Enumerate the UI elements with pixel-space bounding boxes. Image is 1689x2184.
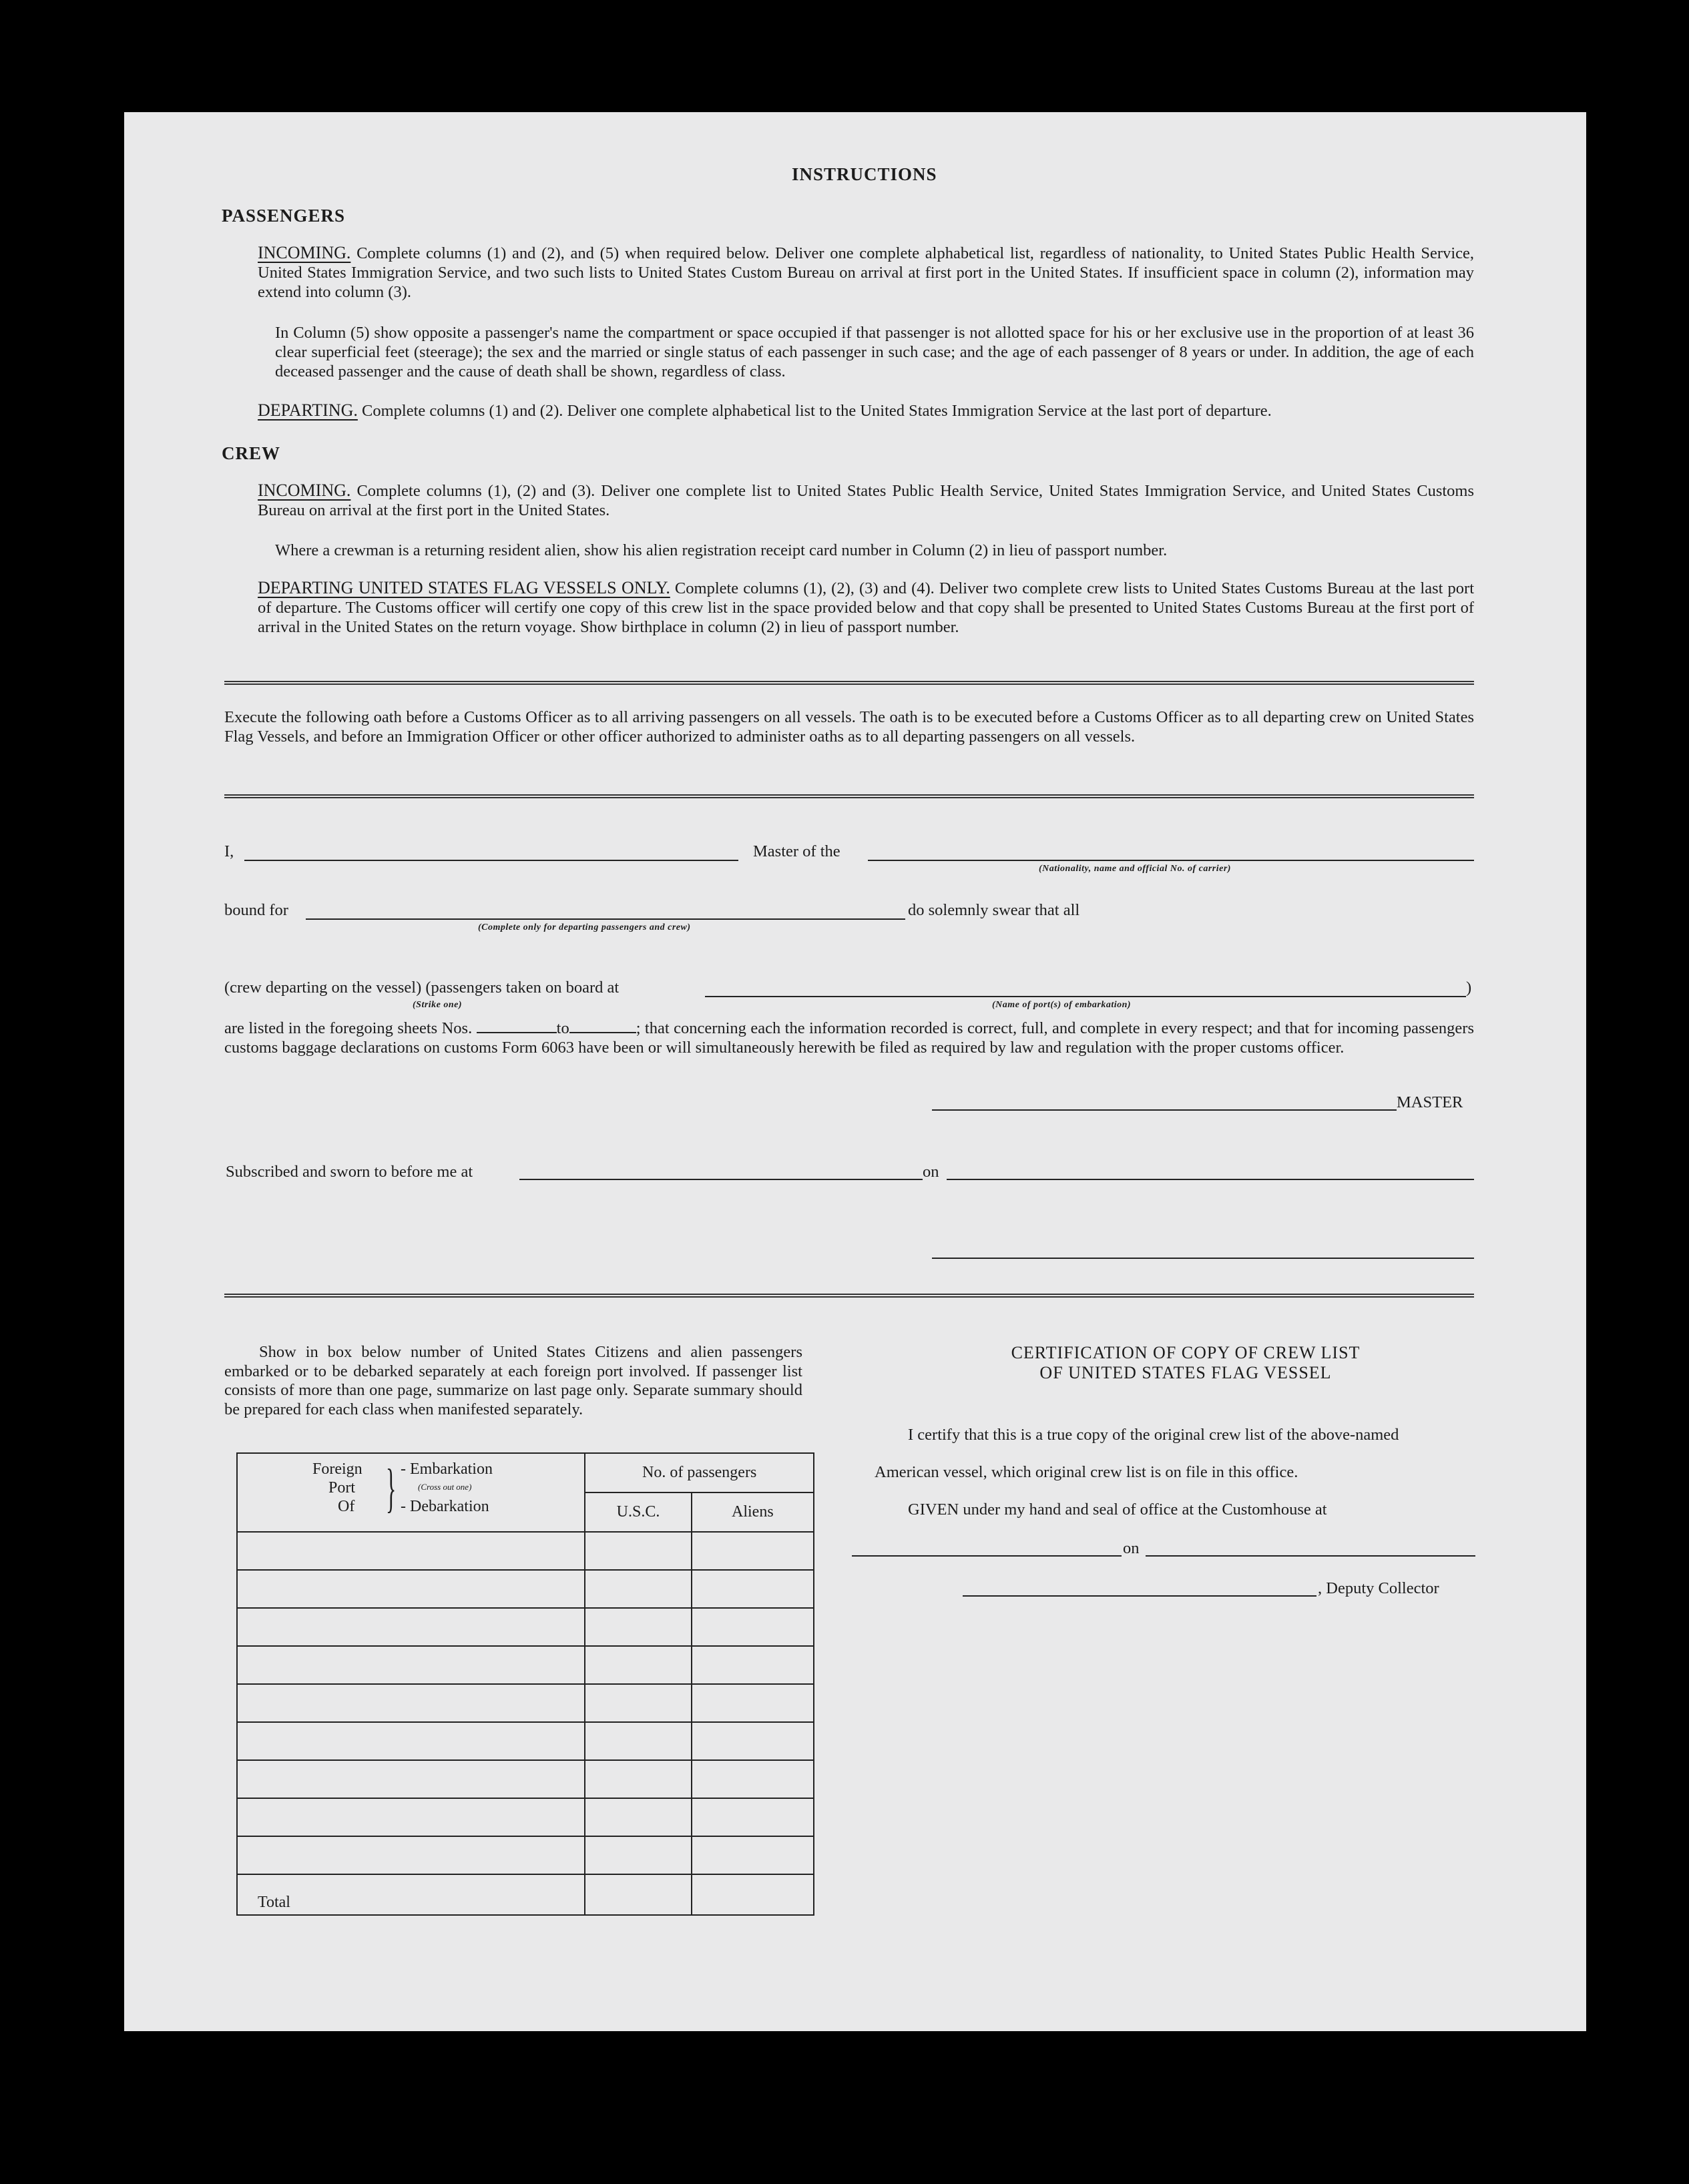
divider-rule (224, 1294, 1474, 1298)
table-row (237, 1570, 814, 1608)
table-row (237, 1760, 814, 1798)
strike-caption: (Strike one) (413, 1000, 463, 1010)
header-cross: (Cross out one) (418, 1482, 472, 1492)
cert-date-field[interactable] (1146, 1555, 1475, 1557)
usc-cell[interactable] (585, 1570, 691, 1608)
crew-heading: CREW (222, 443, 281, 463)
certification-heading-1: CERTIFICATION OF COPY OF CREW LIST (1011, 1343, 1361, 1362)
aliens-cell[interactable] (692, 1608, 814, 1646)
passengers-count-header: No. of passengers (585, 1453, 814, 1492)
crew-incoming-paragraph (258, 481, 1474, 520)
master-signature-field[interactable] (932, 1109, 1397, 1111)
passengers-heading: PASSENGERS (222, 206, 346, 226)
aliens-cell[interactable] (692, 1570, 814, 1608)
sheets-paragraph (224, 1019, 1474, 1057)
usc-cell[interactable] (585, 1684, 691, 1722)
certify-line-1: I certify that this is a true copy of the original crew list of the above-named (908, 1426, 1399, 1444)
table-row (237, 1836, 814, 1874)
certify-text: ; that concerning each the information recorded is correct, full, and complete in every respect; and that for incoming passengers customs baggage declarations on customs Form 6063 have been or will simultaneously herewith be filed as required by law and regulation with the proper customs officer. (224, 1019, 1474, 1057)
master-of-label: Master of the (753, 842, 840, 860)
passengers-departing-lead: DEPARTING. (258, 400, 358, 420)
master-label: MASTER (1397, 1093, 1463, 1111)
sheets-from-field[interactable] (477, 1019, 557, 1033)
subscribed-label: Subscribed and sworn to before me at (226, 1163, 473, 1181)
crew-resident-paragraph: Where a crewman is a returning resident alien, show his alien registration receipt card number in Column (2) in lieu of passport number. (275, 541, 1168, 559)
bound-for-field[interactable] (306, 918, 905, 920)
swear-label: do solemnly swear that all (908, 901, 1080, 919)
deputy-signature-field[interactable] (963, 1595, 1316, 1597)
port-cell[interactable] (237, 1684, 585, 1722)
sheets-to-field[interactable] (569, 1019, 636, 1033)
port-cell[interactable] (237, 1798, 585, 1836)
usc-cell[interactable] (585, 1760, 691, 1798)
page-title: INSTRUCTIONS (792, 164, 937, 184)
carrier-field[interactable] (868, 860, 1474, 861)
cert-on-label: on (1123, 1539, 1140, 1557)
master-name-field[interactable] (244, 860, 738, 861)
aliens-cell[interactable] (692, 1798, 814, 1836)
certification-heading-2: OF UNITED STATES FLAG VESSEL (1039, 1363, 1332, 1382)
brace-icon: } (386, 1459, 397, 1518)
port-cell[interactable] (237, 1836, 585, 1874)
total-label-cell (237, 1874, 585, 1915)
header-foreign: Foreign (312, 1460, 363, 1478)
customhouse-field[interactable] (852, 1555, 1122, 1557)
form-page (124, 112, 1586, 2031)
carrier-caption: (Nationality, name and official No. of carrier) (1039, 864, 1231, 874)
sworn-date-field[interactable] (947, 1179, 1474, 1180)
port-cell[interactable] (237, 1722, 585, 1760)
given-line: GIVEN under my hand and seal of office at the Customhouse at (908, 1500, 1327, 1519)
bound-for-caption: (Complete only for departing passengers and crew) (478, 922, 691, 932)
aliens-cell[interactable] (692, 1684, 814, 1722)
sheets-to-label: to (556, 1019, 569, 1037)
summary-instruction: Show in box below number of United States Citizens and alien passengers embarked or to be debarked separately at each foreign port involved. If passenger list consists of more than one page, summarize on last page only. Separate summary should be prepared for each class when manifested separately. (224, 1343, 802, 1418)
crew-departing-label: (crew departing on the vessel) (passengers taken on board at (224, 979, 620, 997)
port-cell[interactable] (237, 1608, 585, 1646)
deputy-label: , Deputy Collector (1318, 1579, 1439, 1597)
close-paren: ) (1466, 979, 1472, 997)
aliens-cell[interactable] (692, 1722, 814, 1760)
crew-incoming-text: Complete columns (1), (2) and (3). Deliver one complete list to United States Public Health Service, United States Immigration Service, and United States Customs Bureau on arrival at the first port in the United States. (258, 482, 1474, 519)
aliens-cell[interactable] (692, 1760, 814, 1798)
oath-instruction-paragraph: Execute the following oath before a Customs Officer as to all arriving passengers on all vessels. The oath is to be executed before a Customs Officer as to all departing crew on United States Flag Vessels, and before an Immigration Officer or other officer authorized to administer oaths as to all departing passengers on all vessels. (224, 708, 1474, 746)
port-cell[interactable] (237, 1646, 585, 1684)
sworn-place-field[interactable] (519, 1179, 923, 1180)
passengers-column5-paragraph: In Column (5) show opposite a passenger's name the compartment or space occupied if that passenger is not allotted space for his or her exclusive use in the proportion of at least 36 clear superficial feet (steerage); the sex and the married or single status of each passenger in such case; and the age of each passenger of 8 years or under. In addition, the age of each deceased passenger and the cause of death shall be shown, regardless of class. (275, 324, 1474, 380)
usc-header: U.S.C. (585, 1492, 691, 1532)
usc-cell[interactable] (585, 1532, 691, 1570)
usc-cell[interactable] (585, 1722, 691, 1760)
passengers-incoming-lead: INCOMING. (258, 243, 351, 262)
certify-line-2: American vessel, which original crew list is on file in this office. (875, 1463, 1298, 1481)
divider-rule (224, 681, 1474, 685)
header-embarkation: - Embarkation (401, 1460, 493, 1478)
aliens-header: Aliens (692, 1492, 814, 1532)
usc-cell[interactable] (585, 1836, 691, 1874)
divider-rule (224, 794, 1474, 798)
total-row (237, 1874, 814, 1915)
table-row (237, 1684, 814, 1722)
sworn-on-label: on (923, 1163, 939, 1181)
crew-departing-text: Complete columns (1), (2), (3) and (4). Deliver two complete crew lists to United States Customs Bureau at the last port of departure. The Customs officer will certify one copy of this crew list in the space provided below and that copy shall be presented to United States Customs Bureau at the first port of arrival in the United States on the return voyage. Show birthplace in column (2) in lieu of passport number. (258, 579, 1474, 636)
header-debarkation: - Debarkation (401, 1498, 489, 1515)
crew-departing-paragraph (258, 578, 1474, 637)
total-label: Total (258, 1894, 290, 1911)
passenger-summary-table (236, 1452, 814, 1916)
oath-i-label: I, (224, 842, 234, 860)
passengers-departing-text: Complete columns (1) and (2). Deliver one complete alphabetical list to the United States Immigration Service at the last port of departure. (362, 402, 1272, 420)
table-row (237, 1646, 814, 1684)
passengers-incoming-text: Complete columns (1) and (2), and (5) when required below. Deliver one complete alphabetical list, regardless of nationality, to United States Public Health Service, United States Immigration Service, and two such lists to United States Custom Bureau on arrival at first port in the United States. If insufficient space in column (2), information may extend into column (3). (258, 244, 1475, 301)
table-row (237, 1532, 814, 1570)
port-cell[interactable] (237, 1570, 585, 1608)
port-header-cell (237, 1453, 585, 1532)
usc-cell[interactable] (585, 1646, 691, 1684)
table-row (237, 1722, 814, 1760)
crew-departing-lead: DEPARTING UNITED STATES FLAG VESSELS ONLY. (258, 578, 670, 597)
usc-cell[interactable] (585, 1798, 691, 1836)
aliens-cell[interactable] (692, 1836, 814, 1874)
ports-field[interactable] (705, 996, 1466, 997)
aliens-cell[interactable] (692, 1532, 814, 1570)
passengers-departing-paragraph (258, 400, 1474, 421)
header-of: Of (338, 1498, 355, 1515)
header-port: Port (328, 1479, 356, 1496)
aliens-cell[interactable] (692, 1646, 814, 1684)
ports-caption: (Name of port(s) of embarkation) (992, 1000, 1132, 1010)
usc-total-cell[interactable] (585, 1874, 691, 1915)
bound-for-label: bound for (224, 901, 288, 919)
aliens-total-cell[interactable] (692, 1874, 814, 1915)
officer-signature-field[interactable] (932, 1258, 1474, 1259)
passengers-incoming-paragraph (258, 243, 1474, 302)
usc-cell[interactable] (585, 1608, 691, 1646)
crew-incoming-lead: INCOMING. (258, 481, 351, 500)
sheets-label: are listed in the foregoing sheets Nos. (224, 1019, 473, 1037)
table-row (237, 1608, 814, 1646)
port-cell[interactable] (237, 1532, 585, 1570)
table-row (237, 1798, 814, 1836)
port-cell[interactable] (237, 1760, 585, 1798)
